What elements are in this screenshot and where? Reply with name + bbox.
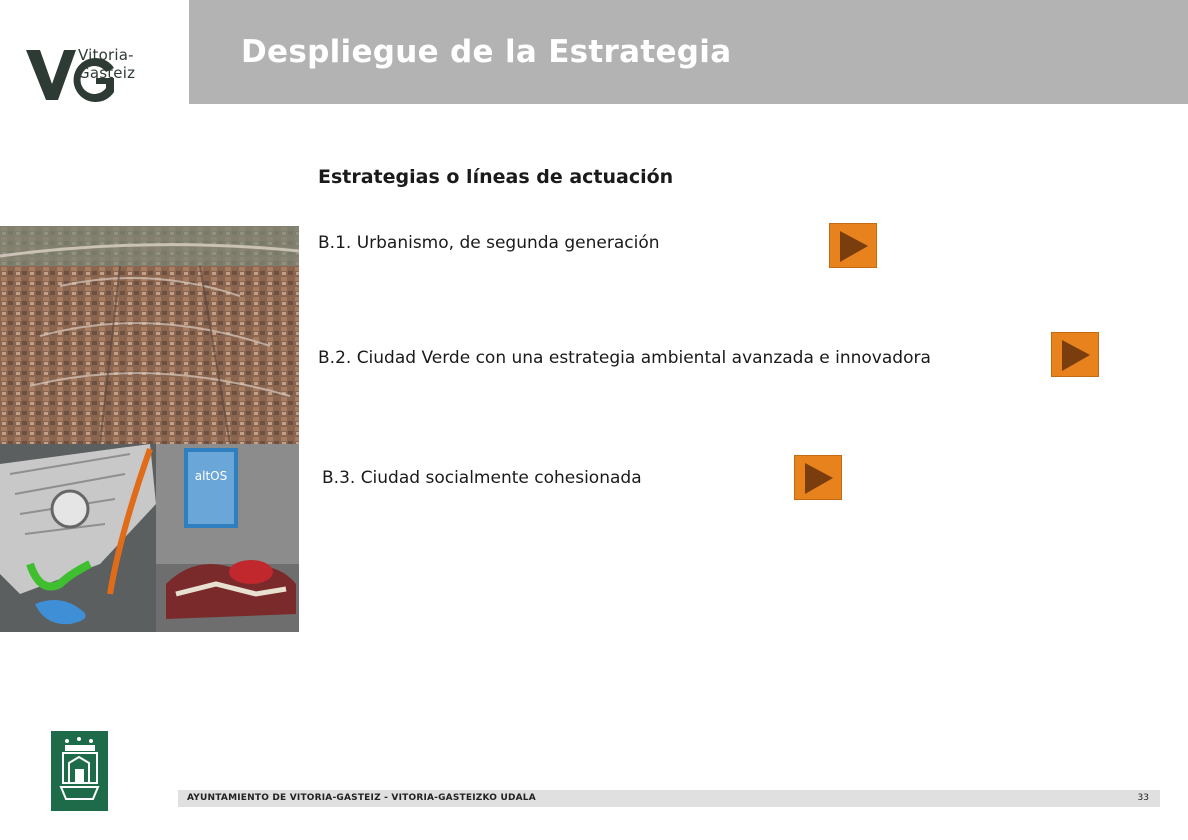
play-icon <box>830 224 878 269</box>
footer-text: AYUNTAMIENTO DE VITORIA-GASTEIZ - VITORIA-GASTEIZKO UDALA <box>187 793 536 803</box>
page-number: 33 <box>1137 793 1149 803</box>
urban-plan-map <box>0 444 156 632</box>
play-icon <box>1052 333 1100 378</box>
logo-text: Vitoria-Gasteiz <box>78 46 136 82</box>
strategy-item-b1: B.1. Urbanismo, de segunda generación <box>318 233 660 253</box>
page-title: Despliegue de la Estrategia <box>241 34 732 70</box>
play-button-b3[interactable] <box>794 455 842 500</box>
title-bar <box>189 0 1188 104</box>
aerial-city-photo <box>0 226 299 444</box>
strategy-item-b3: B.3. Ciudad socialmente cohesionada <box>322 468 642 488</box>
section-heading: Estrategias o líneas de actuación <box>318 166 674 188</box>
play-button-b2[interactable] <box>1051 332 1099 377</box>
play-button-b1[interactable] <box>829 223 877 268</box>
poster-text: altOS <box>194 469 228 483</box>
street-photo <box>156 444 299 632</box>
play-icon <box>795 456 843 501</box>
footer-bar <box>178 790 1160 807</box>
logo-area <box>0 0 189 104</box>
city-crest-icon <box>51 731 108 811</box>
strategy-item-b2: B.2. Ciudad Verde con una estrategia ambiental avanzada e innovadora <box>318 348 931 368</box>
